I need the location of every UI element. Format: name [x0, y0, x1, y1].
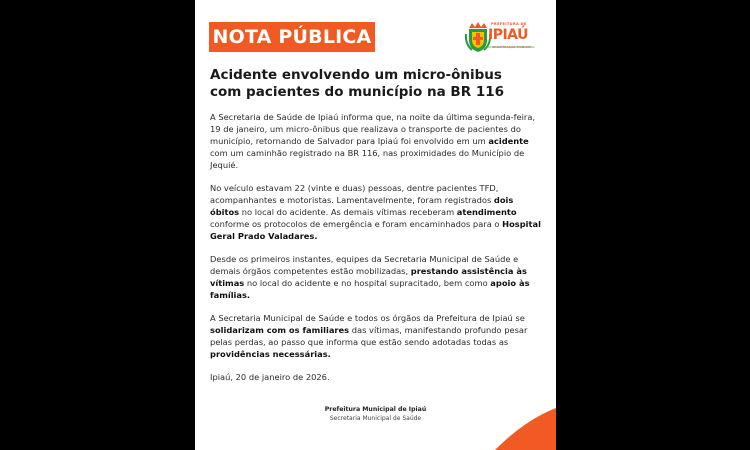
- paragraph-3: Desde os primeiros instantes, equipes da Secretaria Municipal de Saúde e demais órgãos competentes estão mobilizadas, prestando assistência às vítimas no local do acidente e no hospital supracitado, bem como apoio às famílias.: [210, 254, 530, 300]
- public-note-page: [195, 0, 556, 450]
- corner-accent-shape: [485, 400, 556, 450]
- headline: Acidente envolvendo um micro-ônibus com pacientes do município na BR 116: [210, 67, 504, 100]
- nota-publica-badge: NOTA PÚBLICA: [209, 22, 375, 52]
- date-line: Ipiaú, 20 de janeiro de 2026.: [210, 372, 330, 383]
- paragraph-2: No veículo estavam 22 (vinte e duas) pessoas, dentre pacientes TFD, acompanhantes e motoristas. Lamentavelmente, foram registrados dois óbitos no local do acidente. As demais vítimas receberam atendimento conforme os protocolos de emergência e foram encaminhados para o Hospital Geral Prado Valadares.: [210, 183, 541, 241]
- logo-city-name: IPIAÚ: [488, 27, 528, 43]
- paragraph-4: A Secretaria Municipal de Saúde e todos os órgãos da Prefeitura de Ipiaú se solidarizam com os familiares das vítimas, manifestando profundo pesar pelas perdas, ao passo que informa que estão sendo adotadas todas as providências necessárias.: [210, 313, 528, 359]
- logo-prefix: PREFEITURA DE: [491, 22, 527, 26]
- note-body: [210, 112, 544, 396]
- signature-organization: Prefeitura Municipal de Ipiaú: [324, 406, 427, 413]
- paragraph-1: A Secretaria de Saúde de Ipiaú informa que, na noite da última segunda-feira, 19 de janeiro, um micro-ônibus que realizava o transporte de pacientes do município, retornando de Salvador para Ipiaú foi envolvido em um acidente com um caminhão registrado na BR 116, nas proximidades do Município de Jequié.: [210, 112, 536, 170]
- logo-subtitle: ADMINISTRAÇÃO MUNICIPAL: [488, 45, 535, 49]
- signature-department: Secretaria Municipal de Saúde: [329, 415, 422, 422]
